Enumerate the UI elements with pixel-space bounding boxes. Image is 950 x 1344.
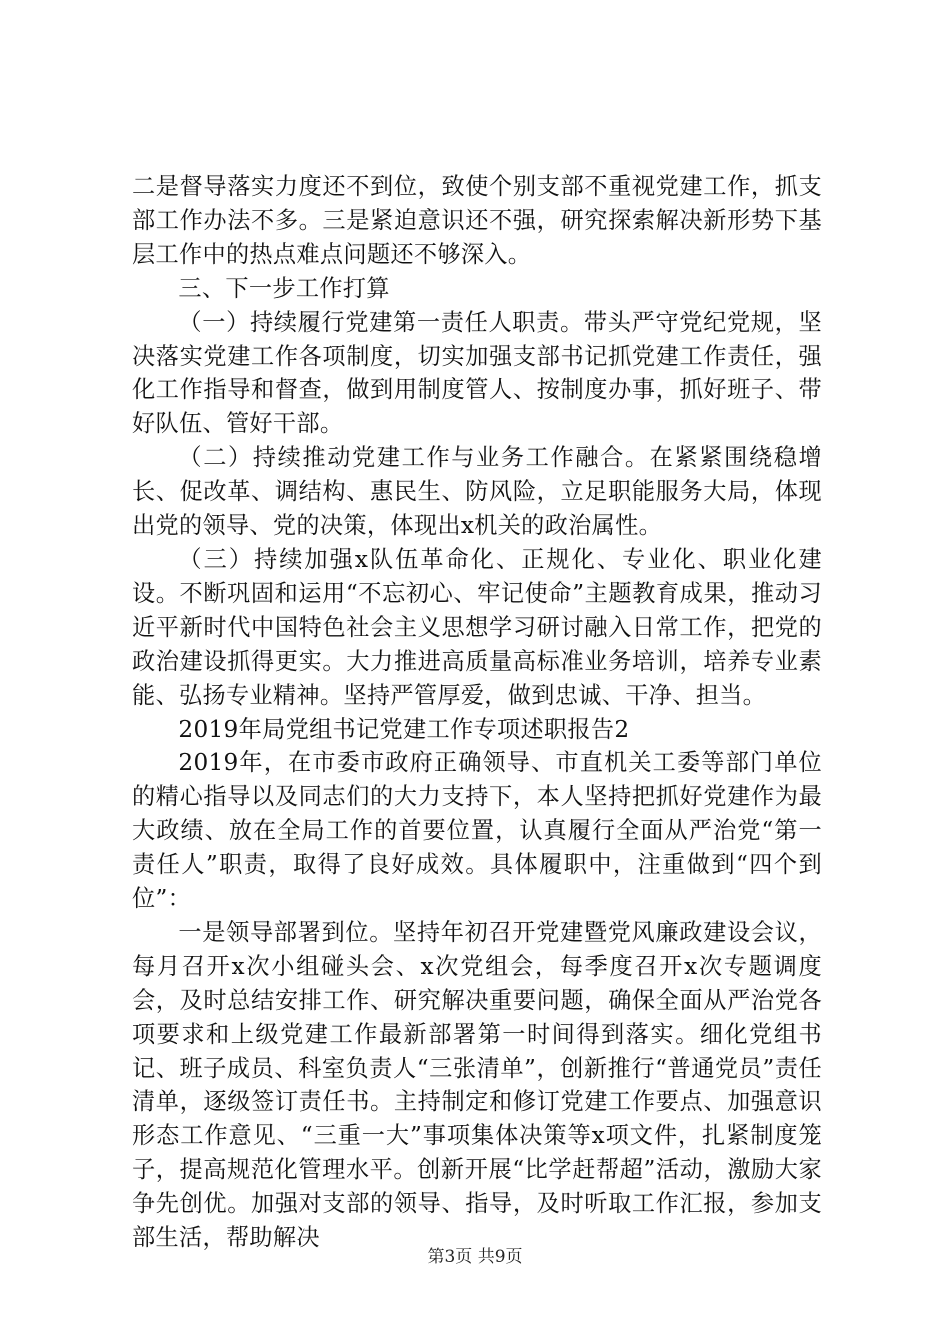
- paragraph-5: （三）持续加强x队伍革命化、正规化、专业化、职业化建设。不断巩固和运用“不忘初心、牢记使命”主题教育成果，推动习近平新时代中国特色社会主义思想学习研讨融入日常工作，把党的政治建设抓得更实。大力推进高质量高标准业务培训，培养专业素能、弘扬专业精神。坚持严管厚爱，做到忠诚、干净、担当。: [132, 545, 822, 709]
- page-number-footer: 第3页 共9页: [427, 1247, 523, 1267]
- paragraph-8: 一是领导部署到位。坚持年初召开党建暨党风廉政建设会议，每月召开x次小组碰头会、x次党组会，每季度召开x次专题调度会，及时总结安排工作、研究解决重要问题，确保全面从严治党各项要求和上级党建工作最新部署第一时间得到落实。细化党组书记、班子成员、科室负责人“三张清单”，创新推行“普通党员”责任清单，逐级签订责任书。主持制定和修订党建工作要点、加强意识形态工作意见、“三重一大”事项集体决策等x项文件，扎紧制度笼子，提高规范化管理水平。创新开展“比学赶帮超”活动，激励大家争先创优。加强对支部的领导、指导，及时听取工作汇报，参加支部生活，帮助解决: [132, 918, 822, 1252]
- report-title: 2019年局党组书记党建工作专项述职报告2: [178, 715, 630, 743]
- paragraph-1: 二是督导落实力度还不到位，致使个别支部不重视党建工作，抓支部工作办法不多。三是紧迫意识还不强，研究探索解决新形势下基层工作中的热点难点问题还不够深入。: [132, 173, 822, 268]
- section-heading-next-steps: 三、下一步工作打算: [178, 274, 390, 302]
- paragraph-3: （一）持续履行党建第一责任人职责。带头严守党纪党规，坚决落实党建工作各项制度，切实加强支部书记抓党建工作责任，强化工作指导和督查，做到用制度管人、按制度办事，抓好班子、带好队伍、管好干部。: [132, 308, 822, 438]
- paragraph-7: 2019年，在市委市政府正确领导、市直机关工委等部门单位的精心指导以及同志们的大力支持下，本人坚持把抓好党建作为最大政绩、放在全局工作的首要位置，认真履行全面从严治党“第一责任人”职责，取得了良好成效。具体履职中，注重做到“四个到位”：: [132, 749, 822, 913]
- document-body: [132, 170, 822, 1255]
- paragraph-4: （二）持续推动党建工作与业务工作融合。在紧紧围绕稳增长、促改革、调结构、惠民生、防风险，立足职能服务大局，体现出党的领导、党的决策，体现出x机关的政治属性。: [132, 444, 822, 540]
